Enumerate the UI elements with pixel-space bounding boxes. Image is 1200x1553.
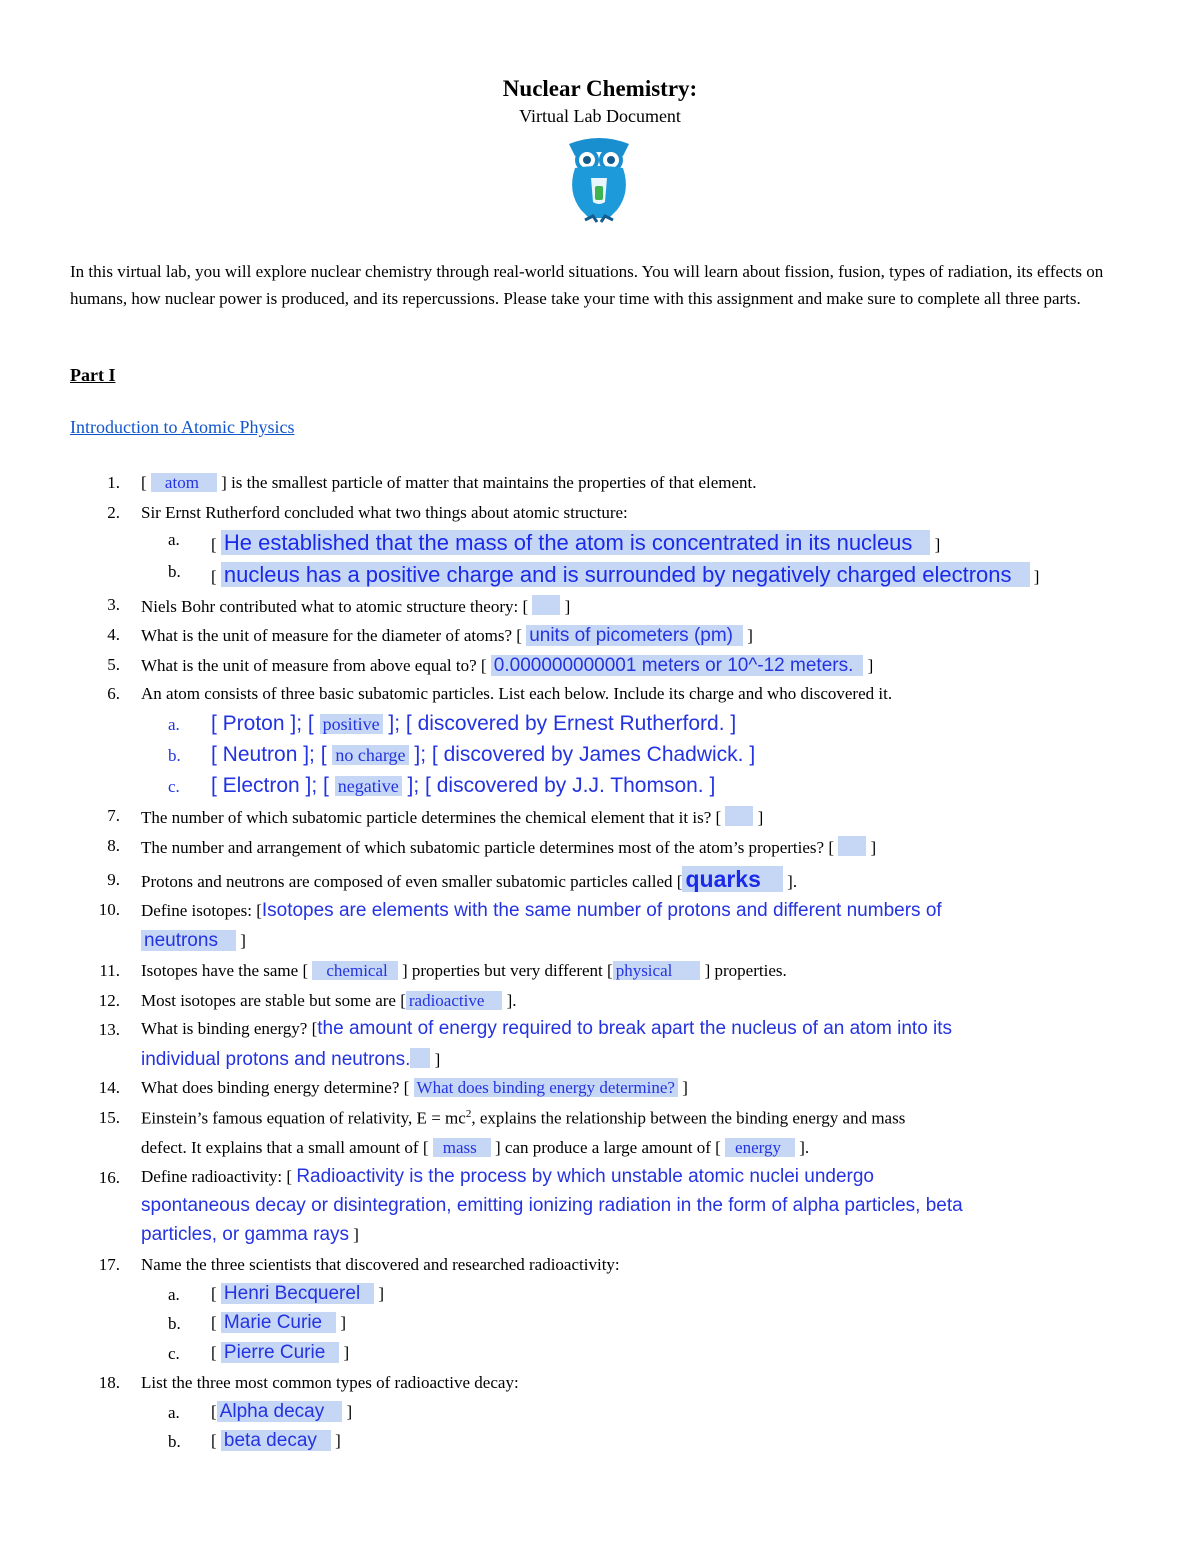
answer-line-2[interactable]: individual protons and neutrons. xyxy=(141,1049,411,1070)
item-number: 14. xyxy=(98,1078,120,1097)
question-text: List the three most common types of radioactive decay: xyxy=(141,1373,519,1392)
item-number: 6. xyxy=(107,684,120,703)
item-number: 10. xyxy=(98,900,120,919)
question-text: Einstein’s famous equation of relativity, E = mc xyxy=(141,1108,466,1128)
answer-line-3[interactable]: particles, or gamma rays xyxy=(141,1224,350,1245)
item-number: 13. xyxy=(98,1020,120,1039)
atomic-physics-link[interactable]: Introduction to Atomic Physics xyxy=(70,417,295,437)
particle-charge[interactable]: positive xyxy=(320,714,383,734)
particle-discoverer[interactable]: discovered by J.J. Thomson. xyxy=(436,774,704,797)
particle-discoverer[interactable]: discovered by James Chadwick. xyxy=(443,743,744,766)
question-text: The number of which subatomic particle determines the chemical element that it is? [ xyxy=(141,808,722,827)
item-label: a. xyxy=(168,715,180,734)
question-text: defect. It explains that a small amount of [ xyxy=(141,1138,429,1157)
answer-field[interactable]: Henri Becquerel xyxy=(221,1283,374,1304)
answer-field[interactable] xyxy=(725,806,753,826)
item-label: c. xyxy=(168,777,180,796)
answer-line-2[interactable]: spontaneous decay or disintegration, emitting ionizing radiation in the form of alpha particles, beta xyxy=(141,1195,963,1216)
item-label: a. xyxy=(168,530,180,549)
question-text: Most isotopes are stable but some are [ xyxy=(141,991,406,1010)
answer-field[interactable]: nucleus has a positive charge and is surrounded by negatively charged electrons xyxy=(221,562,1030,587)
answer-field[interactable] xyxy=(532,595,560,615)
document-page: Nuclear Chemistry: Virtual Lab Document In this virtual lab, you will explore nuclear chemistry through real-world situations. You will learn about fission, fusion, types of radiation, its effects on humans, how nuclear power is produced, and its repercussions. Please take your time with this assignment and make sure to complete all three parts. Part I Introduction to Atomic Physics 1. [ atom ] is the smallest particle of matter that maintains the properties of that element. 2. Sir Ernst Rutherford concluded what two things about atomic structure: a. [ He established that the mass of the atom is concentrated in its nucleus ] b. [ nucleus has a positive charge and is surrounded by negatively charged electrons ] 3. Niels Bohr contributed what to atomic structure theory: [ ] 4. What is the unit of measure for the diameter of atoms? [ units of picometers (pm) ] 5. What is the unit of measure from above equal to? [ 0.000000000001 meters or 10^-12 meters. ] 6. An atom consists of three basic subatomic particles. List each below. Include its charge and who discovered it. a. [ Proton ]; [ positive ]; [ discovered by Ernest Rutherford. ] b. [ Neutron ]; [ no charge ]; [ discovered by James Chadwick. ] c. [ Electron ]; [ negative ]; [ discovered by J.J. Thomson. ] 7. The number of which subatomic particle determines the chemical element that it is? [ ] 8. The number and arrangement of which subatomic particle determines most of the atom’s properties? [ ] 9. Protons and neutrons are composed of even smaller subatomic particles called [ quarks ]. 10. Define isotopes: [Isotopes are elements with the same number of protons and different numbers of neutrons ] 11. Isotopes have the same [ chemical ] properties but very different [ physical ] properties. 12. Most isotopes are stable but some are [ radioactive ]. 13. What is binding energy? [the amount of energy required to break apart the nucleus of an atom into its individual protons and neutrons. ] 14. What does binding energy determine? [ What does binding energy determine? ] 15. Einstein’s famous equation of relativity, $E = mc^2$, explains the relationship between the binding energy and mass defect. It explains that a small amount of [ mass ] can produce a large amount of [ energy ]. 16. Define radioactivity: [ Radioactivity is the process by which unstable atomic nuclei undergo spontaneous decay or disintegration, emitting ionizing radiation in the form of alpha particles, beta particles, or gamma rays ] 17. Name the three scientists that discovered and researched radioactivity: a. [ Henri Becquerel ] b. [ Marie Curie ] c. [ Pierre Curie ] 18. List the three most common types of radioactive decay: a. [ Alpha decay ] b. [ beta decay ] xyxy=(0,0,1200,1553)
question-text: What does binding energy determine? [ xyxy=(141,1078,410,1097)
question-text: Niels Bohr contributed what to atomic structure theory: [ xyxy=(141,597,529,616)
question-text: What is binding energy? [ xyxy=(141,1019,318,1038)
item-label: a. xyxy=(168,1403,180,1422)
item-label: b. xyxy=(168,746,181,765)
question-text: ] is the smallest particle of matter that maintains the properties of that element. xyxy=(221,473,757,492)
question-text: What is the unit of measure from above equal to? [ xyxy=(141,656,487,675)
item-number: 8. xyxy=(107,836,120,855)
answer-line-1[interactable]: Radioactivity is the process by which unstable atomic nuclei undergo xyxy=(296,1166,875,1187)
answer-field[interactable]: He established that the mass of the atom is concentrated in its nucleus xyxy=(221,530,931,555)
document-title: Nuclear Chemistry: xyxy=(502,76,698,101)
intro-paragraph: In this virtual lab, you will explore nuclear chemistry through real-world situations. You will learn about fission, fusion, types of radiation, its effects on humans, how nuclear power is produced, and its repercussions. Please take your time with this assignment and make sure to complete all three parts. xyxy=(70,262,1104,308)
document-subtitle: Virtual Lab Document xyxy=(519,106,681,126)
answer-field[interactable]: beta decay xyxy=(221,1430,331,1451)
item-number: 12. xyxy=(98,991,120,1010)
item-number: 11. xyxy=(99,961,120,980)
item-number: 5. xyxy=(107,655,120,674)
answer-field[interactable]: atom xyxy=(151,473,217,492)
question-text: Protons and neutrons are composed of even smaller subatomic particles called [ xyxy=(141,872,683,891)
question-text: What is the unit of measure for the diameter of atoms? [ xyxy=(141,626,522,645)
answer-field-different[interactable]: physical xyxy=(613,961,701,980)
answer-field[interactable]: quarks xyxy=(682,866,782,892)
answer-field[interactable]: radioactive xyxy=(406,991,503,1010)
answer-field[interactable]: units of picometers (pm) xyxy=(526,625,743,646)
answer-field-large[interactable]: energy xyxy=(725,1138,795,1157)
owl-logo-icon xyxy=(561,134,637,224)
particle-name[interactable]: Electron xyxy=(222,774,300,797)
question-text: , explains the relationship between the binding energy and mass xyxy=(471,1108,906,1128)
particle-name[interactable]: Proton xyxy=(222,712,285,735)
item-label: b. xyxy=(168,1432,181,1451)
item-number: 9. xyxy=(107,870,120,889)
particle-name[interactable]: Neutron xyxy=(222,743,298,766)
answer-field[interactable]: 0.000000000001 meters or 10^-12 meters. xyxy=(491,655,864,676)
answer-field[interactable] xyxy=(838,836,866,856)
item-number: 2. xyxy=(107,503,120,522)
item-number: 3. xyxy=(107,595,120,614)
question-text: Isotopes have the same [ xyxy=(141,961,309,980)
question-text: Define radioactivity: [ xyxy=(141,1167,293,1186)
particle-charge[interactable]: negative xyxy=(335,776,402,796)
item-number: 17. xyxy=(98,1255,120,1274)
question-text: Sir Ernst Rutherford concluded what two things about atomic structure: xyxy=(141,503,628,522)
item-number: 4. xyxy=(107,625,120,644)
question-text: The number and arrangement of which subatomic particle determines most of the atom’s properties? [ xyxy=(141,838,834,857)
question-text: ] properties. xyxy=(704,961,787,980)
particle-discoverer[interactable]: discovered by Ernest Rutherford. xyxy=(417,712,725,735)
answer-field[interactable]: Pierre Curie xyxy=(221,1342,339,1363)
item-number: 16. xyxy=(98,1168,120,1187)
answer-field[interactable]: Alpha decay xyxy=(217,1401,343,1422)
part-heading: Part I xyxy=(70,365,116,385)
item-number: 7. xyxy=(107,806,120,825)
item-number: 18. xyxy=(98,1373,120,1392)
question-text: Name the three scientists that discovered and researched radioactivity: xyxy=(141,1255,620,1274)
answer-field[interactable]: Marie Curie xyxy=(221,1312,336,1333)
item-number: 15. xyxy=(98,1108,120,1127)
item-label: a. xyxy=(168,1285,180,1304)
particle-charge[interactable]: no charge xyxy=(332,745,408,765)
item-label: c. xyxy=(168,1344,180,1363)
answer-field[interactable]: What does binding energy determine? xyxy=(414,1078,678,1097)
answer-field-small[interactable]: mass xyxy=(433,1138,491,1157)
answer-line-1[interactable]: Isotopes are elements with the same number of protons and different numbers of xyxy=(261,900,942,921)
question-text: An atom consists of three basic subatomic particles. List each below. Include its charge and who discovered it. xyxy=(141,684,893,703)
item-label: b. xyxy=(168,562,181,581)
answer-field-same[interactable]: chemical xyxy=(312,961,397,980)
item-label: b. xyxy=(168,1314,181,1333)
item-number: 1. xyxy=(107,473,120,492)
superscript: 2 xyxy=(465,1108,472,1120)
question-text: ] properties but very different [ xyxy=(401,961,613,980)
question-text: ] can produce a large amount of [ xyxy=(495,1138,721,1157)
question-text: Define isotopes: [ xyxy=(141,901,262,920)
answer-line-1[interactable]: the amount of energy required to break apart the nucleus of an atom into its xyxy=(317,1018,953,1039)
answer-line-2[interactable]: neutrons xyxy=(141,930,236,951)
